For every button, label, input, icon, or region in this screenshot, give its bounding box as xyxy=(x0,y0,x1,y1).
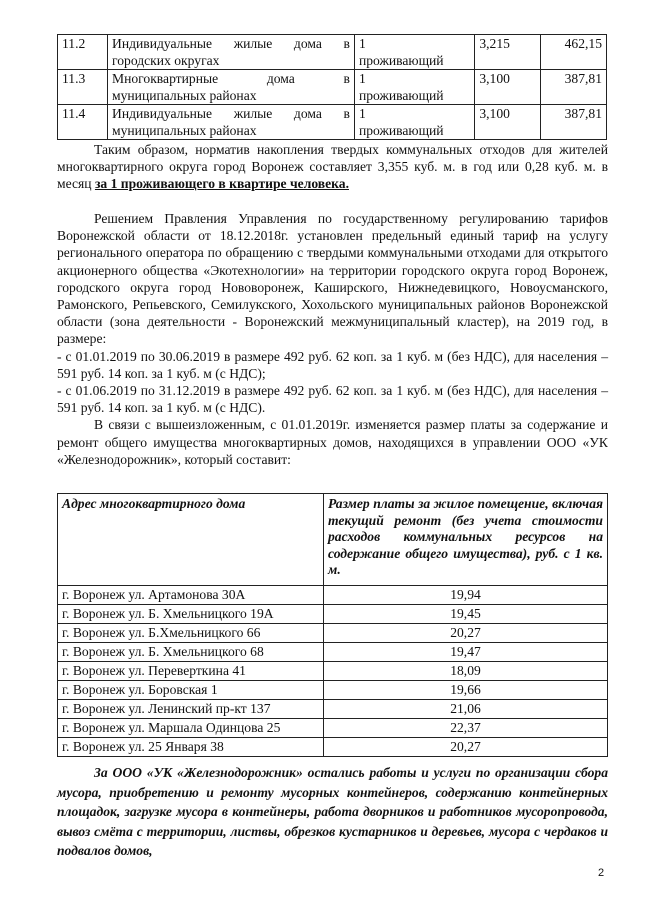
row-unit xyxy=(354,35,474,70)
row-value-1: 3,100 xyxy=(475,70,540,105)
paragraph-change: В связи с вышеизложенным, с 01.01.2019г. изменяется размер платы за содержание и ремонт общего имущества многоквартирных домов, находящихся в управлении ООО «УК «Железнодорожник», который составит: xyxy=(57,417,608,467)
fee-cell: 19,45 xyxy=(324,605,608,624)
address-cell: г. Воронеж ул. Б.Хмельницкого 66 xyxy=(58,624,324,643)
fee-cell: 20,27 xyxy=(324,738,608,757)
row-number: 11.2 xyxy=(58,35,108,70)
row-value-2: 462,15 xyxy=(540,35,606,70)
paragraph-tariff xyxy=(57,210,608,468)
row-unit xyxy=(354,70,474,105)
table-row xyxy=(58,681,608,700)
table-row xyxy=(58,605,608,624)
row-description-line2: городских округах xyxy=(112,53,220,68)
row-unit xyxy=(354,105,474,140)
table-row xyxy=(58,700,608,719)
row-description-line1: Индивидуальные жилые дома в xyxy=(112,36,350,51)
paragraph-norm xyxy=(57,141,608,193)
fee-cell: 19,66 xyxy=(324,681,608,700)
table-row xyxy=(58,624,608,643)
row-description-line2: муниципальных районах xyxy=(112,123,257,138)
row-number: 11.4 xyxy=(58,105,108,140)
fee-cell: 22,37 xyxy=(324,719,608,738)
norm-table xyxy=(57,34,607,140)
header-fee: Размер платы за жилое помещение, включая текущий ремонт (без учета стоимости расходов коммунальных ресурсов на содержание общего имущества), руб. с 1 кв. м. xyxy=(324,494,608,586)
table-row xyxy=(58,586,608,605)
fee-cell: 19,94 xyxy=(324,586,608,605)
page-number: 2 xyxy=(598,867,605,879)
tariff-period-1: - с 01.01.2019 по 30.06.2019 в размере 492 руб. 62 коп. за 1 куб. м (без НДС), для населения – 591 руб. 14 коп. за 1 куб. м (с НДС); xyxy=(57,348,608,381)
paragraph-norm-text: Таким образом, норматив накопления твердых коммунальных отходов для жителей многоквартирного округа город Воронеж составляет 3,355 куб. м. в год или 0,28 куб. м. в месяц xyxy=(57,142,608,192)
closing-paragraph xyxy=(57,763,608,861)
table-row xyxy=(58,662,608,681)
fee-table xyxy=(57,493,608,757)
table-row xyxy=(58,70,607,105)
table-row xyxy=(58,719,608,738)
table-row xyxy=(58,105,607,140)
row-description-line1: Многоквартирные дома в xyxy=(112,71,350,86)
row-value-2: 387,81 xyxy=(540,70,606,105)
row-value-2: 387,81 xyxy=(540,105,606,140)
row-description-line1: Индивидуальные жилые дома в xyxy=(112,106,350,121)
paragraph-norm-emphasis: за 1 проживающего в квартире человека. xyxy=(94,176,349,192)
header-address: Адрес многоквартирного дома xyxy=(58,494,324,586)
fee-cell: 20,27 xyxy=(324,624,608,643)
row-unit-line1: 1 xyxy=(358,36,366,51)
row-description xyxy=(108,105,355,140)
row-unit-line2: проживающий xyxy=(358,53,444,68)
row-value-1: 3,215 xyxy=(475,35,540,70)
row-unit-line1: 1 xyxy=(358,106,366,121)
fee-cell: 18,09 xyxy=(324,662,608,681)
row-number: 11.3 xyxy=(58,70,108,105)
address-cell: г. Воронеж ул. Артамонова 30А xyxy=(58,586,324,605)
table-row xyxy=(58,738,608,757)
row-description xyxy=(108,35,355,70)
row-unit-line2: проживающий xyxy=(358,88,444,103)
fee-table-header xyxy=(58,494,608,586)
address-cell: г. Воронеж ул. Ленинский пр-кт 137 xyxy=(58,700,324,719)
tariff-period-2: - с 01.06.2019 по 31.12.2019 в размере 492 руб. 62 коп. за 1 куб. м (без НДС), для населения – 591 руб. 14 коп. за 1 куб. м (с НДС). xyxy=(57,383,608,416)
address-cell: г. Воронеж ул. 25 Января 38 xyxy=(58,738,324,757)
row-description xyxy=(108,70,355,105)
address-cell: г. Воронеж ул. Боровская 1 xyxy=(58,681,324,700)
table-row xyxy=(58,643,608,662)
paragraph-tariff-text: Решением Правления Управления по государственному регулированию тарифов Воронежской области от 18.12.2018г. установлен предельный единый тариф на услугу регионального оператора по обращению с твердыми коммунальными отходами для открытого акционерного общества «Экотехнологии» на территории городского округа город Воронеж, городского округа город Нововоронеж, Каширского, Нижнедевицкого, Новоусманского, Рамонского, Репьевского, Семилукского, Хохольского муниципальных районов Воронежской области (зона деятельности - Воронежский межмуниципальный кластер), на 2019 год, в размере: xyxy=(57,211,608,347)
row-unit-line1: 1 xyxy=(358,71,366,86)
fee-cell: 19,47 xyxy=(324,643,608,662)
table-row xyxy=(58,35,607,70)
address-cell: г. Воронеж ул. Переверткина 41 xyxy=(58,662,324,681)
address-cell: г. Воронеж ул. Маршала Одинцова 25 xyxy=(58,719,324,738)
address-cell: г. Воронеж ул. Б. Хмельницкого 68 xyxy=(58,643,324,662)
row-value-1: 3,100 xyxy=(475,105,540,140)
closing-text: За ООО «УК «Железнодорожник» остались работы и услуги по организации сбора мусора, приобретению и ремонту мусорных контейнеров, содержанию контейнерных площадок, загрузке мусора в контейнеры, работа дворников и работников мусоропровода, вывоз смёта с территории, листвы, обрезков кустарников и деревьев, мусора с чердаков и подвалов домов, xyxy=(57,765,608,858)
row-unit-line2: проживающий xyxy=(358,123,444,138)
row-description-line2: муниципальных районах xyxy=(112,88,257,103)
address-cell: г. Воронеж ул. Б. Хмельницкого 19А xyxy=(58,605,324,624)
fee-cell: 21,06 xyxy=(324,700,608,719)
